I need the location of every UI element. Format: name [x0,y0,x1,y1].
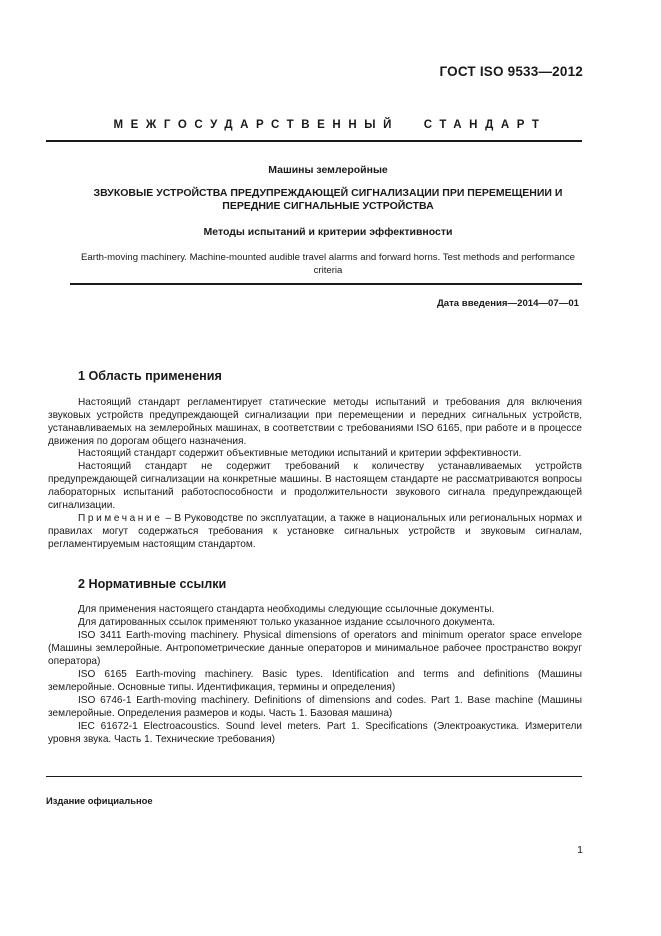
scope-note [48,513,582,552]
references-paragraph-1: Для применения настоящего стандарта необходимы следующие ссылочные документы. [78,604,495,615]
introduction-date: Дата введения—2014—07—01 [436,298,579,309]
reference-iso-6165: ISO 6165 Earth-moving machinery. Basic types. Identification and terms and definitions (Машины землеройные. Основные типы. Идентификация, термины и определения) [48,669,582,693]
reference-iso-6746-1: ISO 6746-1 Earth-moving machinery. Definitions of dimensions and codes. Part 1. Base machine (Машины землеройные. Определения размеров и коды. Часть 1. Базовая машина) [48,695,582,719]
title-english: Earth-moving machinery. Machine-mounted audible travel alarms and forward horns. Test methods and performance criteria [81,252,575,276]
title-subtitle: Методы испытаний и критерии эффективности [203,226,453,238]
references-paragraph-2: Для датированных ссылок применяют только указанное издание ссылочного документа. [78,617,496,628]
reference-iso-3411: ISO 3411 Earth-moving machinery. Physical dimensions of operators and minimum operator space envelope (Машины землеройные. Антропометрические данные операторов и минимальное рабочее пространство вокруг оператора) [48,630,582,667]
section-heading-scope: 1 Область применения [78,369,222,383]
footer-divider [46,776,582,777]
header-divider [46,140,582,142]
scope-paragraph-2: Настоящий стандарт содержит объективные методики испытаний и критерии эффективности. [78,448,522,459]
section-heading-normative-references: 2 Нормативные ссылки [78,577,227,591]
scope-paragraph-1: Настоящий стандарт регламентирует статические методы испытаний и требования для включения звуковых устройств предупреждающей сигнализации при перемещении и передних сигнальных устройств, устанавливаемых на землеройных машинах, в соответствии с требованиями ISO 6165, при работе и в процессе движения по дорогам общего назначения. [48,397,582,447]
page-number: 1 [577,844,583,856]
note-text: – В Руководстве по эксплуатации, а также в национальных или региональных нормах и правилах могут содержаться требования к установке сигнальных устройств и звуковым сигналам, регламентируемым настоящим стандартом. [48,513,582,550]
title-divider [70,283,582,285]
standard-type-banner: МЕЖГОСУДАРСТВЕННЫЙ СТАНДАРТ [113,119,547,131]
reference-iec-61672-1: IEC 61672-1 Electroacoustics. Sound level meters. Part 1. Specifications (Электроакустика. Измерители уровня звука. Часть 1. Технические требования) [48,721,582,745]
document-number: ГОСТ ISO 9533—2012 [439,64,583,79]
title-machine-type: Машины землеройные [268,164,388,176]
title-main: ЗВУКОВЫЕ УСТРОЙСТВА ПРЕДУПРЕЖДАЮЩЕЙ СИГНАЛИЗАЦИИ ПРИ ПЕРЕМЕЩЕНИИ И ПЕРЕДНИЕ СИГНАЛЬНЫЕ УСТРОЙСТВА [93,187,563,212]
edition-label: Издание официальное [46,795,153,806]
scope-paragraph-3: Настоящий стандарт не содержит требований к количеству устанавливаемых устройств предупреждающей сигнализации на конкретные машины. В настоящем стандарте не рассматриваются вопросы лабораторных испытаний работоспособности и продолжительности звукового сигнала предупреждающей сигнализации. [48,461,582,511]
note-label: Примечание [78,513,163,524]
